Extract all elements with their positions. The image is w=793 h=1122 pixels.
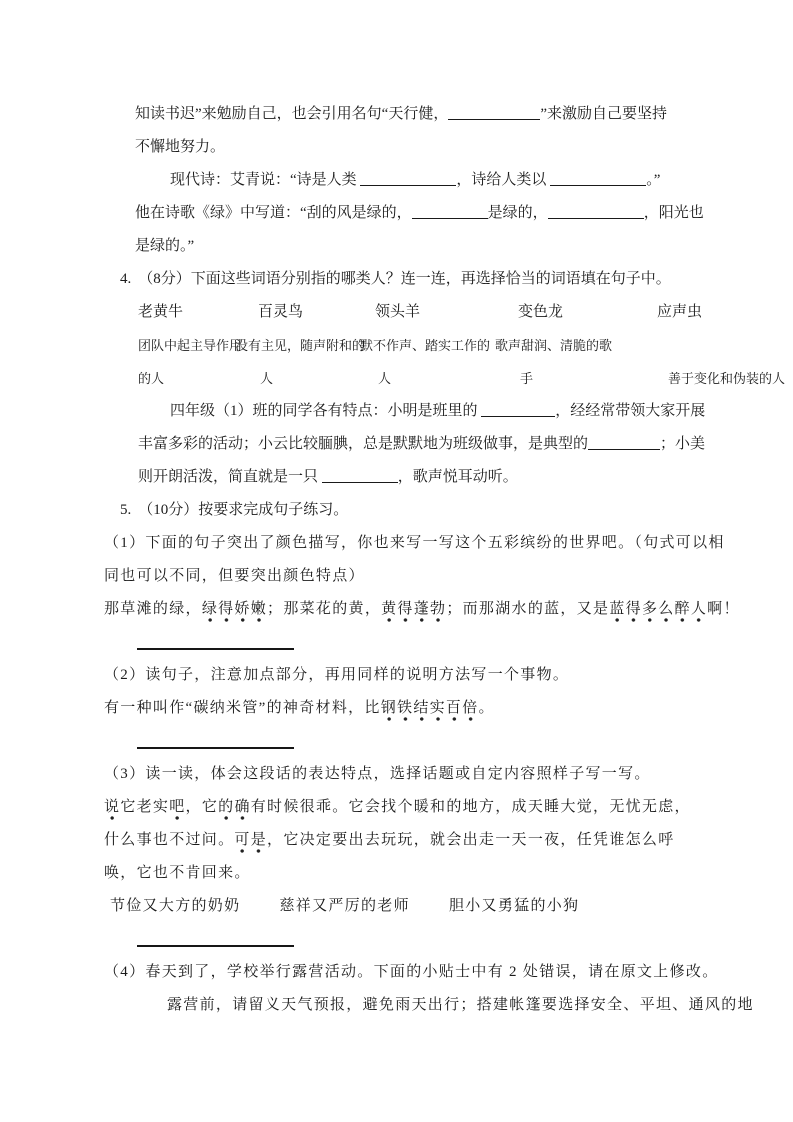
underline-rule xyxy=(137,725,294,749)
match-definition: 团队中起主导作用 xyxy=(138,338,243,353)
answer-writing-line xyxy=(0,923,793,956)
fill-in-blank xyxy=(412,203,488,219)
match-word: 变色龙 xyxy=(518,304,564,320)
match-word: 应声虫 xyxy=(657,304,703,320)
text-segment: ，它决定要出去玩玩，就会出走一天一夜，任凭谁怎么呼 xyxy=(267,832,675,848)
fill-in-blank xyxy=(322,467,398,483)
text-line xyxy=(104,956,793,989)
answer-writing-line xyxy=(0,725,793,758)
emphasized-text: 绿得娇嫩 xyxy=(202,601,267,622)
question4 xyxy=(0,263,793,494)
question5-sub4 xyxy=(0,956,793,1022)
question5-sub1 xyxy=(0,527,793,659)
text-segment: 同也可以不同，但要突出颜色特点） xyxy=(104,568,365,584)
text-segment: 它老实 xyxy=(120,799,170,815)
text-line xyxy=(104,527,793,560)
text-line xyxy=(104,659,793,692)
text-segment: 。 xyxy=(478,700,495,716)
emphasized-text: 钢铁结实百倍 xyxy=(381,700,479,721)
question5-header xyxy=(120,494,793,527)
match-definition: 歌声甜润、清脆的歌 xyxy=(495,338,613,353)
topic-option: 慈祥又严厉的老师 xyxy=(279,898,410,914)
text-segment: （2）读句子，注意加点部分，再用同样的说明方法写一个事物。 xyxy=(104,667,570,683)
fill-in-blank xyxy=(550,170,646,186)
text-segment: （3）读一读，体会这段话的表达特点，选择话题或自定内容照样子写一写。 xyxy=(104,766,651,782)
question-number: 4. xyxy=(120,271,132,287)
example-passage xyxy=(104,824,793,857)
text-segment: 则开朗活泼，简直就是一只 xyxy=(138,469,322,485)
question4-header xyxy=(120,263,793,296)
text-segment: 露营前，请留义天气预报，避免雨天出行；搭建帐篷要选择安全、平坦、通风的地 xyxy=(167,997,754,1013)
text-segment: ，诗给人类以 xyxy=(456,172,551,188)
text-segment: 是绿的。” xyxy=(135,238,195,254)
text-segment: 唤，它也不肯回来。 xyxy=(104,865,251,881)
text-segment: 丰富多彩的活动；小云比较腼腆，总是默默地为班级做事，是典型的 xyxy=(138,436,589,452)
text-segment: ，它 xyxy=(185,799,219,815)
text-segment: 啊！ xyxy=(707,601,740,617)
text-line xyxy=(104,758,793,791)
match-definition: 善于变化和伪装的人 xyxy=(668,371,786,386)
text-segment: 那草滩的绿， xyxy=(104,601,202,617)
text-segment: 。” xyxy=(646,172,661,188)
text-segment: ；那菜花的黄， xyxy=(267,601,382,617)
match-definitions-row1 xyxy=(138,329,793,362)
text-segment: ”来激励自己要坚持 xyxy=(540,106,667,122)
text-segment: 知读书迟”来勉励自己，也会引用名句“天行健， xyxy=(135,106,449,122)
underline-rule xyxy=(137,626,294,650)
match-definition: 人 xyxy=(260,371,274,386)
text-line xyxy=(135,131,793,164)
topic-options-row xyxy=(110,890,793,923)
topic-option: 节俭又大方的奶奶 xyxy=(110,898,241,914)
text-segment: （4）春天到了，学校举行露营活动。下面的小贴士中有 2 处错误，请在原文上修改。 xyxy=(104,964,719,980)
text-segment: 四年级（1）班的同学各有特点：小明是班里的 xyxy=(170,403,482,419)
emphasized-text: 吧 xyxy=(169,799,185,820)
fill-in-blank xyxy=(448,104,540,120)
text-segment: ；小美 xyxy=(660,436,706,452)
match-definition: 人 xyxy=(378,371,392,386)
fill-in-blank xyxy=(360,170,456,186)
question-number: 5. xyxy=(120,502,132,518)
question-prompt: （8分）下面这些词语分别指的哪类人？连一连，再选择恰当的词语填在句子中。 xyxy=(138,271,671,287)
text-segment: 他在诗歌《绿》中写道：“刮的风是绿的， xyxy=(135,205,412,221)
fill-in-blank xyxy=(548,203,644,219)
text-line xyxy=(138,461,793,494)
text-line xyxy=(104,560,793,593)
text-line xyxy=(135,197,793,230)
text-line xyxy=(135,164,793,197)
match-word: 老黄牛 xyxy=(138,304,184,320)
example-sentence xyxy=(104,593,793,626)
emphasized-text: 蓝得多么醉人 xyxy=(609,601,707,622)
match-words-row xyxy=(138,296,793,329)
question3-continuation xyxy=(0,98,793,263)
text-segment: 有一种叫作“碳纳米管”的神奇材料，比 xyxy=(104,700,381,716)
match-definition: 的人 xyxy=(138,371,165,386)
text-segment: 是绿的， xyxy=(487,205,548,221)
text-segment: （1）下面的句子突出了颜色描写，你也来写一写这个五彩缤纷的世界吧。（句式可以相 xyxy=(104,535,725,551)
text-segment: 什么事也不过问。 xyxy=(104,832,235,848)
text-segment: ，歌声悦耳动听。 xyxy=(397,469,518,485)
example-passage xyxy=(104,857,793,890)
camping-tip-line xyxy=(104,989,793,1022)
underline-rule xyxy=(137,923,294,947)
text-segment: ；而那湖水的蓝，又是 xyxy=(446,601,610,617)
fill-in-blank xyxy=(588,434,660,450)
text-segment: 不懈地努力。 xyxy=(135,139,226,155)
match-definition: 手 xyxy=(520,371,534,386)
match-word: 领头羊 xyxy=(375,304,421,320)
match-word: 百灵鸟 xyxy=(258,304,304,320)
text-line xyxy=(135,98,793,131)
match-definitions-row2 xyxy=(138,362,793,395)
answer-writing-line xyxy=(0,626,793,659)
question-prompt: （10分）按要求完成句子练习。 xyxy=(138,502,349,518)
question5-sub2 xyxy=(0,659,793,758)
emphasized-text: 的确 xyxy=(218,799,251,820)
example-passage xyxy=(104,791,793,824)
text-segment: 现代诗：艾青说：“诗是人类 xyxy=(170,172,361,188)
question5-sub3 xyxy=(0,758,793,956)
text-line xyxy=(138,395,793,428)
question5 xyxy=(0,494,793,1022)
example-sentence xyxy=(104,692,793,725)
text-segment: ，阳光也 xyxy=(643,205,704,221)
topic-option: 胆小又勇猛的小狗 xyxy=(448,898,580,914)
emphasized-text: 说 xyxy=(104,799,120,820)
text-segment: ，经经常带领大家开展 xyxy=(555,403,706,419)
text-segment: 有时候很乖。它会找个暖和的地方，成天睡大觉，无忧无虑， xyxy=(250,799,691,815)
text-line xyxy=(135,230,793,263)
match-definition: 没有主见，随声附和的 xyxy=(235,338,366,353)
emphasized-text: 可是 xyxy=(234,832,267,853)
emphasized-text: 黄得蓬勃 xyxy=(381,601,446,622)
match-definition: 默不作声、踏实工作的 xyxy=(360,338,491,353)
fill-in-blank xyxy=(481,401,555,417)
text-line xyxy=(138,428,793,461)
